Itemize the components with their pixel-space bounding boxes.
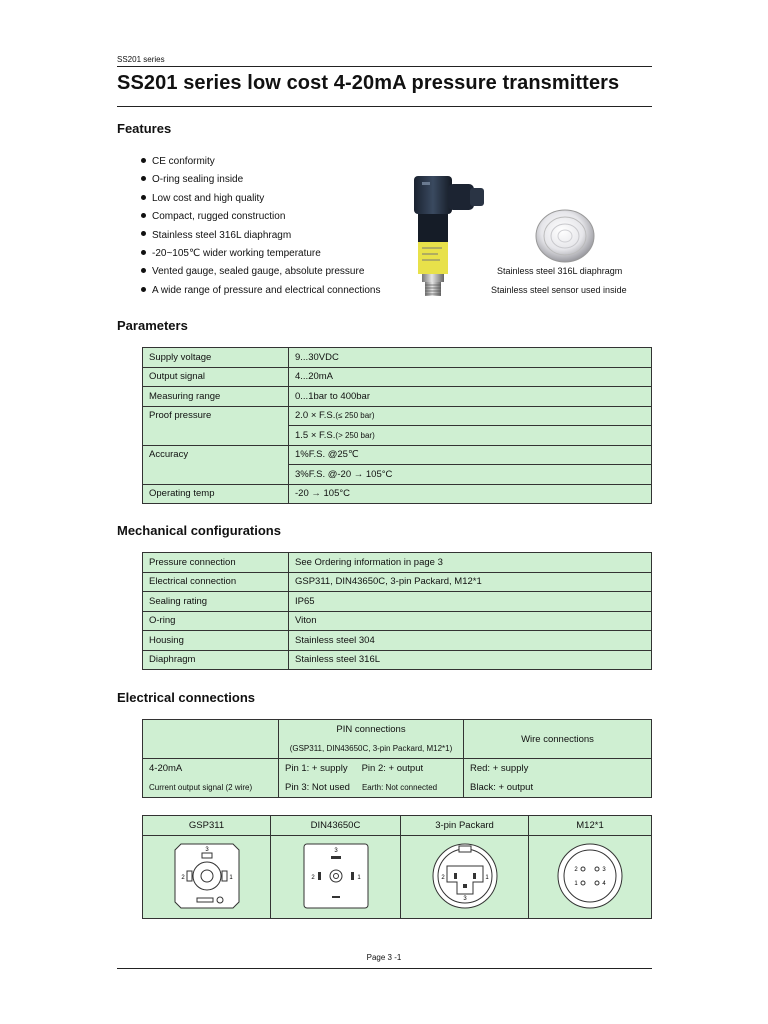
table-row bbox=[143, 445, 652, 465]
table-row bbox=[143, 348, 652, 368]
m12-pin-label: 3 bbox=[602, 866, 606, 873]
connector-name: M12*1 bbox=[529, 816, 652, 836]
bullet-icon bbox=[141, 158, 146, 163]
table-row bbox=[143, 484, 652, 504]
mech-label: Housing bbox=[143, 631, 289, 651]
din-pin-label: 1 bbox=[356, 874, 361, 881]
mechanical-table bbox=[142, 552, 652, 670]
table-row bbox=[143, 631, 652, 651]
table-row bbox=[143, 836, 652, 919]
table-row bbox=[143, 816, 652, 836]
mech-value: See Ordering information in page 3 bbox=[289, 553, 652, 573]
table-row bbox=[143, 553, 652, 573]
connector-table bbox=[142, 815, 652, 919]
mechanical-heading: Mechanical configurations bbox=[117, 523, 281, 538]
din43650c-cell bbox=[271, 836, 401, 919]
mech-value: IP65 bbox=[289, 592, 652, 612]
param-label: Supply voltage bbox=[143, 348, 289, 368]
page-title: SS201 series low cost 4-20mA pressure transmitters bbox=[117, 72, 620, 94]
m12-pin-label: 4 bbox=[602, 880, 606, 887]
m12-pin-label: 1 bbox=[574, 880, 578, 887]
param-label: Accuracy bbox=[143, 445, 289, 484]
bullet-icon bbox=[141, 287, 146, 292]
param-value: 1.5 × F.S.(> 250 bar) bbox=[289, 426, 652, 446]
diaphragm-image bbox=[534, 208, 596, 264]
gsp-pin-label: 2 bbox=[180, 874, 185, 881]
table-row bbox=[143, 759, 652, 798]
bullet-icon bbox=[141, 176, 146, 181]
mech-label: Diaphragm bbox=[143, 650, 289, 670]
m12-cell bbox=[529, 836, 652, 919]
bullet-icon bbox=[141, 268, 146, 273]
feature-item: Low cost and high quality bbox=[141, 190, 380, 208]
din-pin-label: 2 bbox=[310, 874, 315, 881]
feature-item: -20~105℃ wider working temperature bbox=[141, 245, 380, 263]
packard-pin-label: 3 bbox=[462, 895, 467, 902]
electrical-table bbox=[142, 719, 652, 798]
table-row bbox=[143, 720, 652, 759]
sensor-caption: Stainless steel sensor used inside bbox=[491, 285, 627, 295]
transmitter-product-image bbox=[408, 170, 494, 304]
diaphragm-caption: Stainless steel 316L diaphragm bbox=[497, 266, 623, 276]
table-row bbox=[143, 387, 652, 407]
footer-rule bbox=[117, 968, 652, 969]
series-label: SS201 series bbox=[117, 55, 165, 64]
mech-value: GSP311, DIN43650C, 3-pin Packard, M12*1 bbox=[289, 572, 652, 592]
features-heading: Features bbox=[117, 121, 172, 136]
table-row bbox=[143, 572, 652, 592]
title-rule bbox=[117, 106, 652, 107]
feature-item: Compact, rugged construction bbox=[141, 208, 380, 226]
wire-cell: Red: + supply Black: + output bbox=[464, 759, 652, 798]
page-number: Page 3 -1 bbox=[366, 953, 402, 962]
param-value: -20 → 105°C bbox=[289, 484, 652, 504]
param-label: Output signal bbox=[143, 367, 289, 387]
connector-name: DIN43650C bbox=[271, 816, 401, 836]
mech-label: Electrical connection bbox=[143, 572, 289, 592]
packard-cell bbox=[401, 836, 529, 919]
packard-pin-label: 2 bbox=[440, 874, 445, 881]
header-rule bbox=[117, 66, 652, 67]
param-value: 9...30VDC bbox=[289, 348, 652, 368]
bullet-icon bbox=[141, 250, 146, 255]
packard-connector-diagram bbox=[425, 838, 505, 914]
table-row bbox=[143, 367, 652, 387]
gsp-pin-label: 1 bbox=[228, 874, 233, 881]
features-list bbox=[141, 153, 380, 300]
parameters-heading: Parameters bbox=[117, 318, 188, 333]
feature-item: Vented gauge, sealed gauge, absolute pressure bbox=[141, 263, 380, 281]
param-value: 1%F.S. @25℃ bbox=[289, 445, 652, 465]
param-value: 3%F.S. @-20 → 105°C bbox=[289, 465, 652, 485]
table-row bbox=[143, 592, 652, 612]
mech-label: Pressure connection bbox=[143, 553, 289, 573]
table-row bbox=[143, 611, 652, 631]
param-label: Measuring range bbox=[143, 387, 289, 407]
feature-item: A wide range of pressure and electrical connections bbox=[141, 282, 380, 300]
param-label: Proof pressure bbox=[143, 406, 289, 445]
pin-header: PIN connections (GSP311, DIN43650C, 3-pin Packard, M12*1) bbox=[279, 720, 464, 759]
mech-value: Stainless steel 304 bbox=[289, 631, 652, 651]
bullet-icon bbox=[141, 195, 146, 200]
mech-value: Viton bbox=[289, 611, 652, 631]
gsp311-connector-diagram bbox=[167, 838, 247, 914]
gsp311-cell bbox=[143, 836, 271, 919]
din-pin-label: 3 bbox=[333, 847, 338, 854]
feature-item: CE conformity bbox=[141, 153, 380, 171]
wire-header: Wire connections bbox=[464, 720, 652, 759]
param-value: 2.0 × F.S.(≤ 250 bar) bbox=[289, 406, 652, 426]
mech-value: Stainless steel 316L bbox=[289, 650, 652, 670]
mech-label: O-ring bbox=[143, 611, 289, 631]
connector-name: GSP311 bbox=[143, 816, 271, 836]
mech-label: Sealing rating bbox=[143, 592, 289, 612]
table-row bbox=[143, 406, 652, 426]
param-value: 0...1bar to 400bar bbox=[289, 387, 652, 407]
gsp-pin-label: 3 bbox=[204, 846, 209, 853]
signal-cell: 4-20mA Current output signal (2 wire) bbox=[143, 759, 279, 798]
connector-name: 3-pin Packard bbox=[401, 816, 529, 836]
pin-cell: Pin 1: + supply Pin 2: + output Pin 3: Not used Earth: Not connected bbox=[279, 759, 464, 798]
feature-item: Stainless steel 316L diaphragm bbox=[141, 227, 380, 245]
empty-header-cell bbox=[143, 720, 279, 759]
bullet-icon bbox=[141, 213, 146, 218]
bullet-icon bbox=[141, 231, 146, 236]
electrical-heading: Electrical connections bbox=[117, 690, 255, 705]
m12-connector-diagram bbox=[550, 838, 630, 914]
parameters-table bbox=[142, 347, 652, 504]
m12-pin-label: 2 bbox=[574, 866, 578, 873]
din43650c-connector-diagram bbox=[296, 838, 376, 914]
feature-item: O-ring sealing inside bbox=[141, 171, 380, 189]
param-value: 4...20mA bbox=[289, 367, 652, 387]
param-label: Operating temp bbox=[143, 484, 289, 504]
table-row bbox=[143, 650, 652, 670]
packard-pin-label: 1 bbox=[484, 874, 489, 881]
